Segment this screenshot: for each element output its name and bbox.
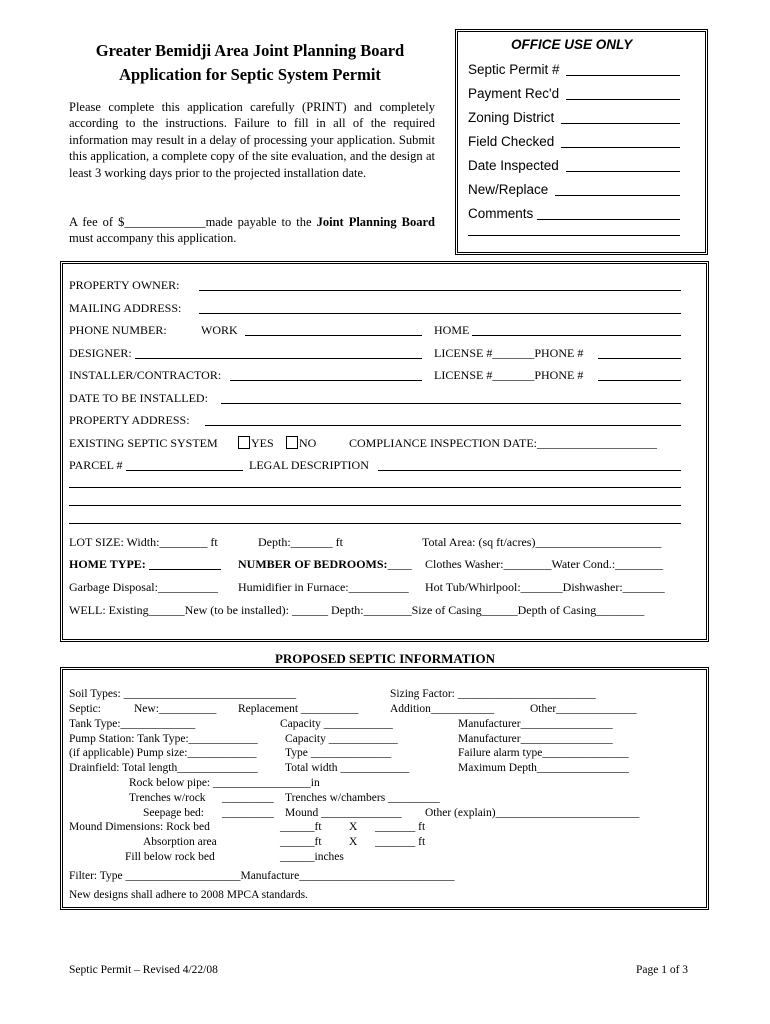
- checkbox-yes[interactable]: [238, 436, 250, 449]
- label-lot-depth: Depth:_______ ft: [258, 535, 343, 549]
- label-filter: Filter: Type ____________________Manufacture___________________________: [69, 870, 455, 882]
- label-other-explain: Other (explain)_________________________: [425, 807, 640, 819]
- field-home-type[interactable]: [149, 569, 221, 570]
- field-fill-inches: ______inches: [280, 851, 344, 863]
- label-humidifier: Humidifier in Furnace:__________: [238, 580, 409, 594]
- label-installer-license: LICENSE #_______PHONE #: [434, 368, 584, 382]
- label-tank-type: Tank Type:_____________: [69, 718, 196, 730]
- field-parcel[interactable]: [126, 470, 243, 471]
- label-work: WORK: [201, 323, 238, 337]
- label-capacity-2: Capacity ____________: [285, 733, 398, 745]
- label-well: WELL: Existing______New (to be installed): ______ Depth:________Size of Casing______Depth of Casing________: [69, 603, 645, 617]
- label-bedrooms: NUMBER OF BEDROOMS:____: [238, 557, 412, 571]
- label-total-width: Total width ____________: [285, 762, 410, 774]
- office-field-comments[interactable]: [537, 219, 680, 220]
- label-garbage-disposal: Garbage Disposal:__________: [69, 580, 218, 594]
- label-date-installed: DATE TO BE INSTALLED:: [69, 391, 208, 405]
- field-trenches-rock[interactable]: _________: [222, 792, 274, 804]
- field-designer-phone[interactable]: [598, 358, 681, 359]
- instructions-paragraph: Please complete this application carefully (PRINT) and completely according to the instructions. Failure to fill in all of the required information may result in a delay of processing your application. Submit this application, a complete copy of the site evaluation, and the design at least 3 working days prior to the projected installation date.: [69, 100, 435, 180]
- label-replacement: Replacement __________: [238, 703, 359, 715]
- label-drainfield: Drainfield: Total length______________: [69, 762, 258, 774]
- label-failure-alarm: Failure alarm type_______________: [458, 747, 629, 759]
- field-mailing-address[interactable]: [199, 313, 681, 314]
- office-field-new-replace[interactable]: [555, 195, 680, 196]
- label-fill-below-rock: Fill below rock bed: [125, 851, 215, 863]
- field-legal-description[interactable]: [378, 470, 681, 471]
- office-row-date-inspected: Date Inspected: [468, 158, 559, 173]
- field-date-installed[interactable]: [221, 403, 681, 404]
- label-compliance-date: COMPLIANCE INSPECTION DATE:____________________: [349, 436, 658, 450]
- label-capacity-1: Capacity ____________: [280, 718, 393, 730]
- label-phone-number: PHONE NUMBER:: [69, 323, 167, 337]
- label-yes: YES: [251, 436, 274, 450]
- label-designer: DESIGNER:: [69, 346, 132, 360]
- label-parcel: PARCEL #: [69, 458, 123, 472]
- field-legal-line-2[interactable]: [69, 487, 681, 488]
- office-row-septic-permit: Septic Permit #: [468, 62, 560, 77]
- label-pump-station: Pump Station: Tank Type:____________: [69, 733, 258, 745]
- field-rock-bed-ft: ______ft: [280, 821, 322, 833]
- office-field-field-checked[interactable]: [561, 147, 680, 148]
- label-x-2: X: [349, 836, 358, 848]
- label-soil-types: Soil Types: ______________________________: [69, 688, 297, 700]
- title-line-1: Greater Bemidji Area Joint Planning Board: [95, 41, 405, 60]
- form-title: [50, 39, 450, 87]
- label-installer: INSTALLER/CONTRACTOR:: [69, 368, 222, 382]
- office-field-zoning[interactable]: [561, 123, 680, 124]
- label-other: Other______________: [530, 703, 637, 715]
- office-use-heading: OFFICE USE ONLY: [511, 37, 633, 52]
- office-row-new-replace: New/Replace: [468, 182, 549, 197]
- label-septic: Septic:: [69, 703, 101, 715]
- label-legal-description: LEGAL DESCRIPTION: [249, 458, 369, 472]
- label-designer-license: LICENSE #_______PHONE #: [434, 346, 584, 360]
- label-mound-dimensions: Mound Dimensions: Rock bed: [69, 821, 210, 833]
- office-row-field-checked: Field Checked: [468, 134, 555, 149]
- label-max-depth: Maximum Depth________________: [458, 762, 629, 774]
- label-total-area: Total Area: (sq ft/acres)_____________________: [422, 535, 662, 549]
- checkbox-no[interactable]: [286, 436, 298, 449]
- label-sizing-factor: Sizing Factor: ________________________: [390, 688, 596, 700]
- label-trenches-rock: Trenches w/rock: [129, 792, 206, 804]
- label-absorption-area: Absorption area: [143, 836, 217, 848]
- label-seepage-bed: Seepage bed:: [143, 807, 204, 819]
- field-seepage-bed[interactable]: _________: [222, 807, 274, 819]
- label-manufacturer-2: Manufacturer________________: [458, 733, 613, 745]
- label-trenches-chambers: Trenches w/chambers _________: [285, 792, 440, 804]
- field-legal-line-3[interactable]: [69, 505, 681, 506]
- label-existing-septic: EXISTING SEPTIC SYSTEM: [69, 436, 218, 450]
- label-mailing-address: MAILING ADDRESS:: [69, 301, 182, 315]
- label-property-owner: PROPERTY OWNER:: [69, 278, 180, 292]
- label-hot-tub: Hot Tub/Whirlpool:_______Dishwasher:_______: [425, 580, 665, 594]
- office-row-comments: Comments: [468, 206, 534, 221]
- label-addition: Addition___________: [390, 703, 495, 715]
- field-installer-phone[interactable]: [598, 380, 681, 381]
- label-home: HOME: [434, 323, 470, 337]
- field-absorption-ft: ______ft: [280, 836, 322, 848]
- office-field-payment[interactable]: [566, 99, 680, 100]
- field-property-owner[interactable]: [199, 290, 681, 291]
- field-installer[interactable]: [230, 380, 422, 381]
- section-heading-proposed: PROPOSED SEPTIC INFORMATION: [274, 651, 496, 666]
- label-lot-size: LOT SIZE: Width:________ ft: [69, 535, 218, 549]
- office-row-payment: Payment Rec'd: [468, 86, 560, 101]
- label-no: NO: [299, 436, 317, 450]
- field-absorption-ft-2: _______ ft: [375, 836, 426, 848]
- label-new: New:__________: [134, 703, 217, 715]
- label-property-address: PROPERTY ADDRESS:: [69, 413, 190, 427]
- label-type-1: Type ______________: [285, 747, 392, 759]
- label-manufacturer-1: Manufacturer________________: [458, 718, 613, 730]
- office-field-septic-permit[interactable]: [566, 75, 680, 76]
- label-mpca-standards: New designs shall adhere to 2008 MPCA standards.: [69, 889, 308, 901]
- field-designer[interactable]: [135, 358, 422, 359]
- field-property-address[interactable]: [205, 425, 681, 426]
- office-field-date-inspected[interactable]: [566, 171, 680, 172]
- title-line-2: Application for Septic System Permit: [119, 65, 381, 84]
- label-clothes-washer: Clothes Washer:________Water Cond.:________: [425, 557, 664, 571]
- label-mound: Mound ______________: [285, 807, 402, 819]
- field-legal-line-4[interactable]: [69, 523, 681, 524]
- label-x-1: X: [349, 821, 358, 833]
- footer-page-number: Page 1 of 3: [636, 964, 689, 976]
- label-pump-size: (if applicable) Pump size:____________: [69, 747, 257, 759]
- field-rock-bed-ft-2: _______ ft: [375, 821, 426, 833]
- fee-paragraph: A fee of $_____________made payable to the Joint Planning Board must accompany this application.: [69, 215, 435, 246]
- footer-revision: Septic Permit – Revised 4/22/08: [69, 964, 218, 976]
- field-home-phone[interactable]: [472, 335, 681, 336]
- label-home-type: HOME TYPE:: [69, 557, 146, 571]
- field-work-phone[interactable]: [245, 335, 422, 336]
- label-rock-below-pipe: Rock below pipe: _________________in: [129, 777, 320, 789]
- office-field-comments-2[interactable]: [468, 235, 680, 236]
- office-row-zoning: Zoning District: [468, 110, 555, 125]
